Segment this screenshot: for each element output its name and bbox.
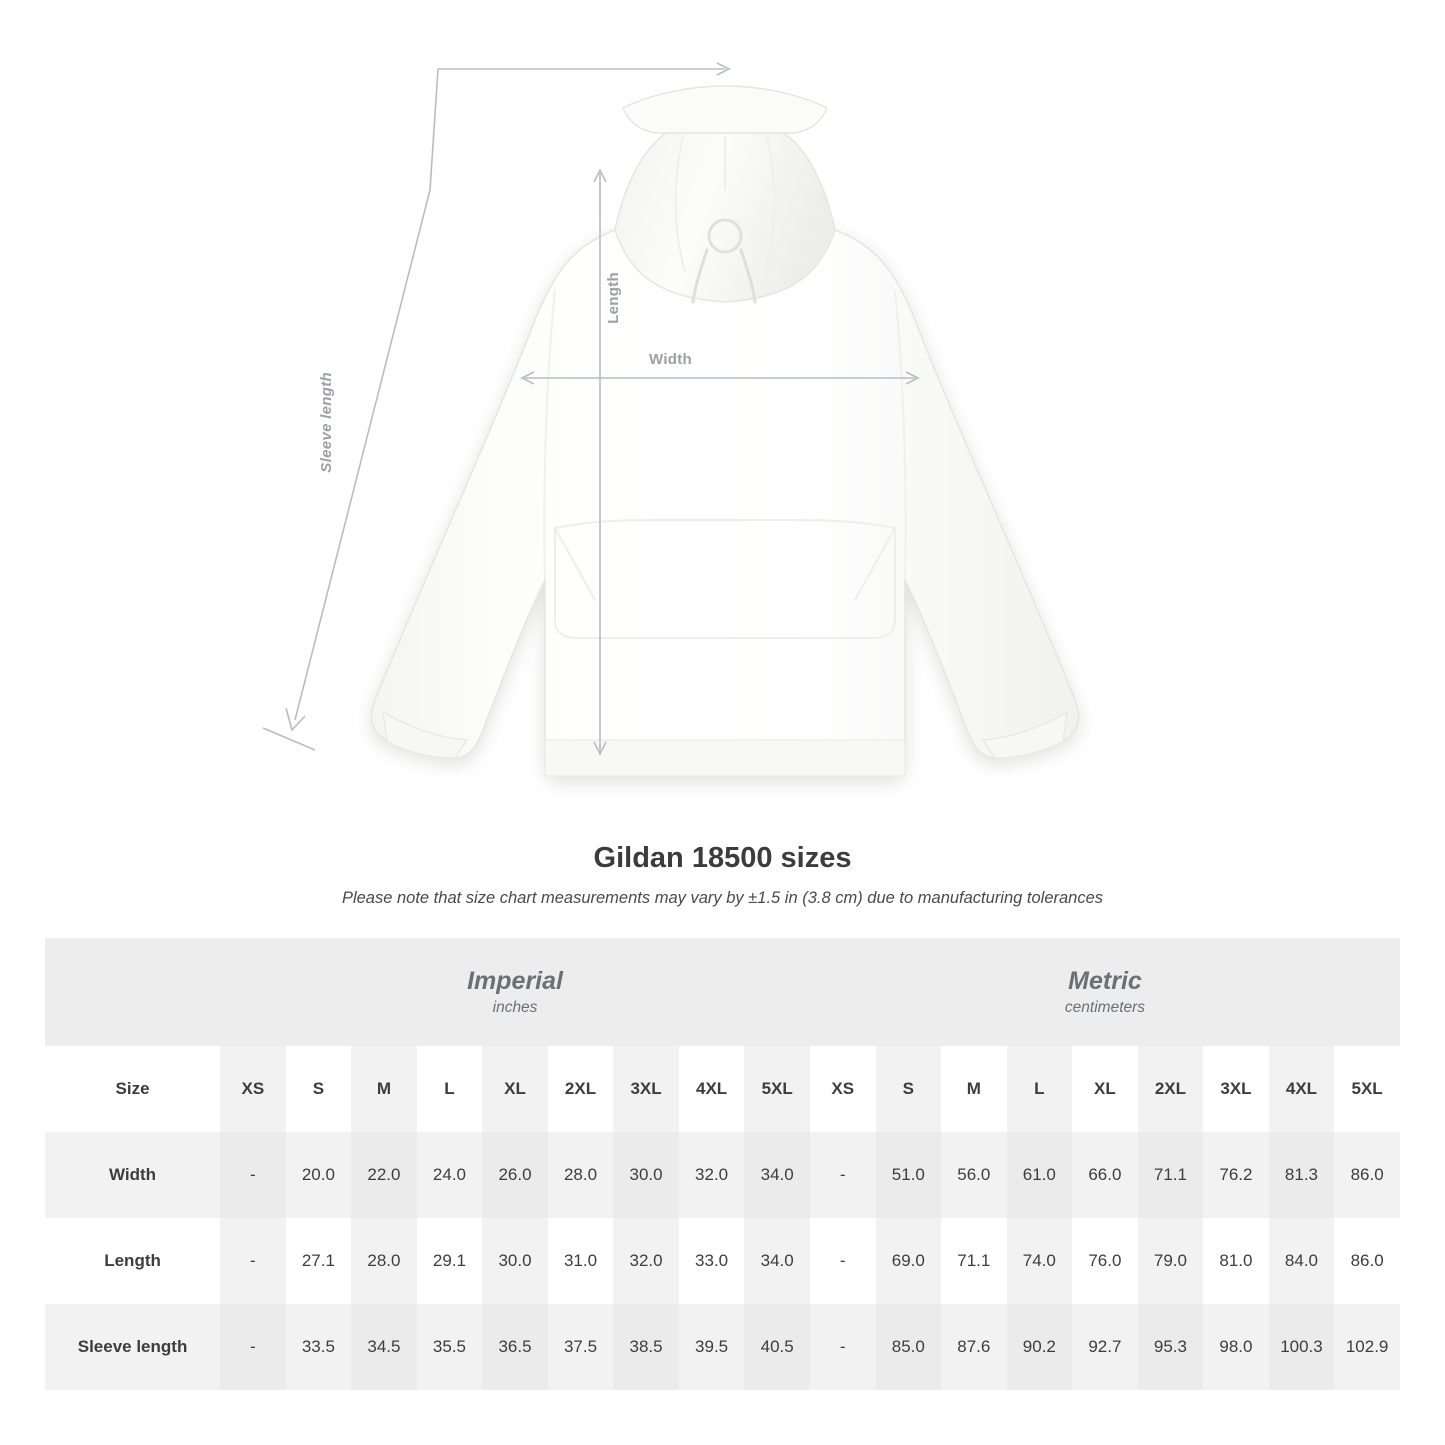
cell-width-metric-l: 61.0 [1007,1132,1073,1218]
cell-sleeve-metric-xl: 92.7 [1072,1304,1138,1390]
size-header-row [45,1046,1400,1132]
cell-width-imperial-xs: - [220,1132,286,1218]
hood-top [623,86,827,133]
cell-sleeve-metric-m: 87.6 [941,1304,1007,1390]
cell-length-imperial-4xl: 33.0 [679,1218,745,1304]
cell-width-metric-5xl: 86.0 [1334,1132,1400,1218]
sleeve-length-dimension-label: Sleeve length [318,372,335,473]
unit-imperial-name: Imperial [467,966,563,995]
cell-width-metric-4xl: 81.3 [1269,1132,1335,1218]
cell-sleeve-metric-5xl: 102.9 [1334,1304,1400,1390]
bottom-hem [545,740,905,776]
size-chart-table-wrap [45,938,1400,1390]
cell-length-metric-5xl: 86.0 [1334,1218,1400,1304]
cell-sleeve-metric-2xl: 95.3 [1138,1304,1204,1390]
unit-imperial-sub: inches [492,999,538,1017]
header-imperial-2xl: 2XL [548,1046,614,1132]
cell-length-imperial-l: 29.1 [417,1218,483,1304]
row-label-length: Length [45,1218,220,1304]
unit-spacer [45,938,220,1046]
cell-sleeve-metric-4xl: 100.3 [1269,1304,1335,1390]
cell-length-imperial-m: 28.0 [351,1218,417,1304]
chart-title-block [0,842,1445,908]
unit-header-row [45,938,1400,1046]
row-label-width: Width [45,1132,220,1218]
page-title: Gildan 18500 sizes [593,842,852,874]
header-metric-5xl: 5XL [1334,1046,1400,1132]
cell-width-imperial-l: 24.0 [417,1132,483,1218]
size-chart-table [45,938,1400,1390]
cell-width-imperial-xl: 26.0 [482,1132,548,1218]
cell-length-imperial-xl: 30.0 [482,1218,548,1304]
cell-width-imperial-4xl: 32.0 [679,1132,745,1218]
row-label-sleeve-length: Sleeve length [45,1304,220,1390]
cell-sleeve-imperial-5xl: 40.5 [744,1304,810,1390]
unit-metric-sub: centimeters [1064,999,1146,1017]
cell-length-metric-m: 71.1 [941,1218,1007,1304]
cell-width-metric-m: 56.0 [941,1132,1007,1218]
cell-width-metric-2xl: 71.1 [1138,1132,1204,1218]
cell-length-imperial-5xl: 34.0 [744,1218,810,1304]
cell-width-imperial-5xl: 34.0 [744,1132,810,1218]
cell-length-imperial-xs: - [220,1218,286,1304]
cell-sleeve-metric-3xl: 98.0 [1203,1304,1269,1390]
cell-sleeve-imperial-l: 35.5 [417,1304,483,1390]
header-metric-l: L [1007,1046,1073,1132]
header-metric-4xl: 4XL [1269,1046,1335,1132]
table-row [45,1304,1400,1390]
cell-sleeve-metric-l: 90.2 [1007,1304,1073,1390]
cell-width-metric-xl: 66.0 [1072,1132,1138,1218]
header-metric-2xl: 2XL [1138,1046,1204,1132]
header-imperial-3xl: 3XL [613,1046,679,1132]
cell-width-metric-xs: - [810,1132,876,1218]
cell-length-metric-s: 69.0 [876,1218,942,1304]
table-row [45,1218,1400,1304]
cell-sleeve-imperial-m: 34.5 [351,1304,417,1390]
cell-length-metric-3xl: 81.0 [1203,1218,1269,1304]
cell-width-metric-s: 51.0 [876,1132,942,1218]
cell-length-imperial-2xl: 31.0 [548,1218,614,1304]
header-imperial-xs: XS [220,1046,286,1132]
header-size: Size [45,1046,220,1132]
header-metric-xl: XL [1072,1046,1138,1132]
cell-width-metric-3xl: 76.2 [1203,1132,1269,1218]
cell-sleeve-imperial-xl: 36.5 [482,1304,548,1390]
header-imperial-s: S [286,1046,352,1132]
cell-sleeve-imperial-3xl: 38.5 [613,1304,679,1390]
header-metric-s: S [876,1046,942,1132]
unit-metric-name: Metric [1068,966,1142,995]
hoodie-body-group [371,230,1078,776]
header-imperial-xl: XL [482,1046,548,1132]
header-metric-xs: XS [810,1046,876,1132]
width-dimension-label: Width [649,351,693,368]
cell-sleeve-imperial-s: 33.5 [286,1304,352,1390]
header-metric-m: M [941,1046,1007,1132]
cell-width-imperial-3xl: 30.0 [613,1132,679,1218]
table-row [45,1132,1400,1218]
header-imperial-5xl: 5XL [744,1046,810,1132]
cell-sleeve-imperial-4xl: 39.5 [679,1304,745,1390]
cell-width-imperial-m: 22.0 [351,1132,417,1218]
measurement-tolerance-note: Please note that size chart measurements may vary by ±1.5 in (3.8 cm) due to manufacturing tolerances [341,889,1104,907]
header-imperial-l: L [417,1046,483,1132]
cell-length-imperial-s: 27.1 [286,1218,352,1304]
cell-width-imperial-s: 20.0 [286,1132,352,1218]
cell-length-metric-l: 74.0 [1007,1218,1073,1304]
length-dimension-label: Length [605,272,622,324]
header-metric-3xl: 3XL [1203,1046,1269,1132]
hoodie-svg [255,40,1195,820]
cell-length-imperial-3xl: 32.0 [613,1218,679,1304]
cell-sleeve-metric-s: 85.0 [876,1304,942,1390]
unit-imperial [220,938,810,1046]
cell-length-metric-2xl: 79.0 [1138,1218,1204,1304]
cell-length-metric-xs: - [810,1218,876,1304]
cell-sleeve-imperial-2xl: 37.5 [548,1304,614,1390]
cell-width-imperial-2xl: 28.0 [548,1132,614,1218]
cell-length-metric-xl: 76.0 [1072,1218,1138,1304]
cell-sleeve-metric-xs: - [810,1304,876,1390]
cell-length-metric-4xl: 84.0 [1269,1218,1335,1304]
cell-sleeve-imperial-xs: - [220,1304,286,1390]
header-imperial-m: M [351,1046,417,1132]
hoodie-image [255,40,1195,820]
unit-metric [810,938,1400,1046]
header-imperial-4xl: 4XL [679,1046,745,1132]
